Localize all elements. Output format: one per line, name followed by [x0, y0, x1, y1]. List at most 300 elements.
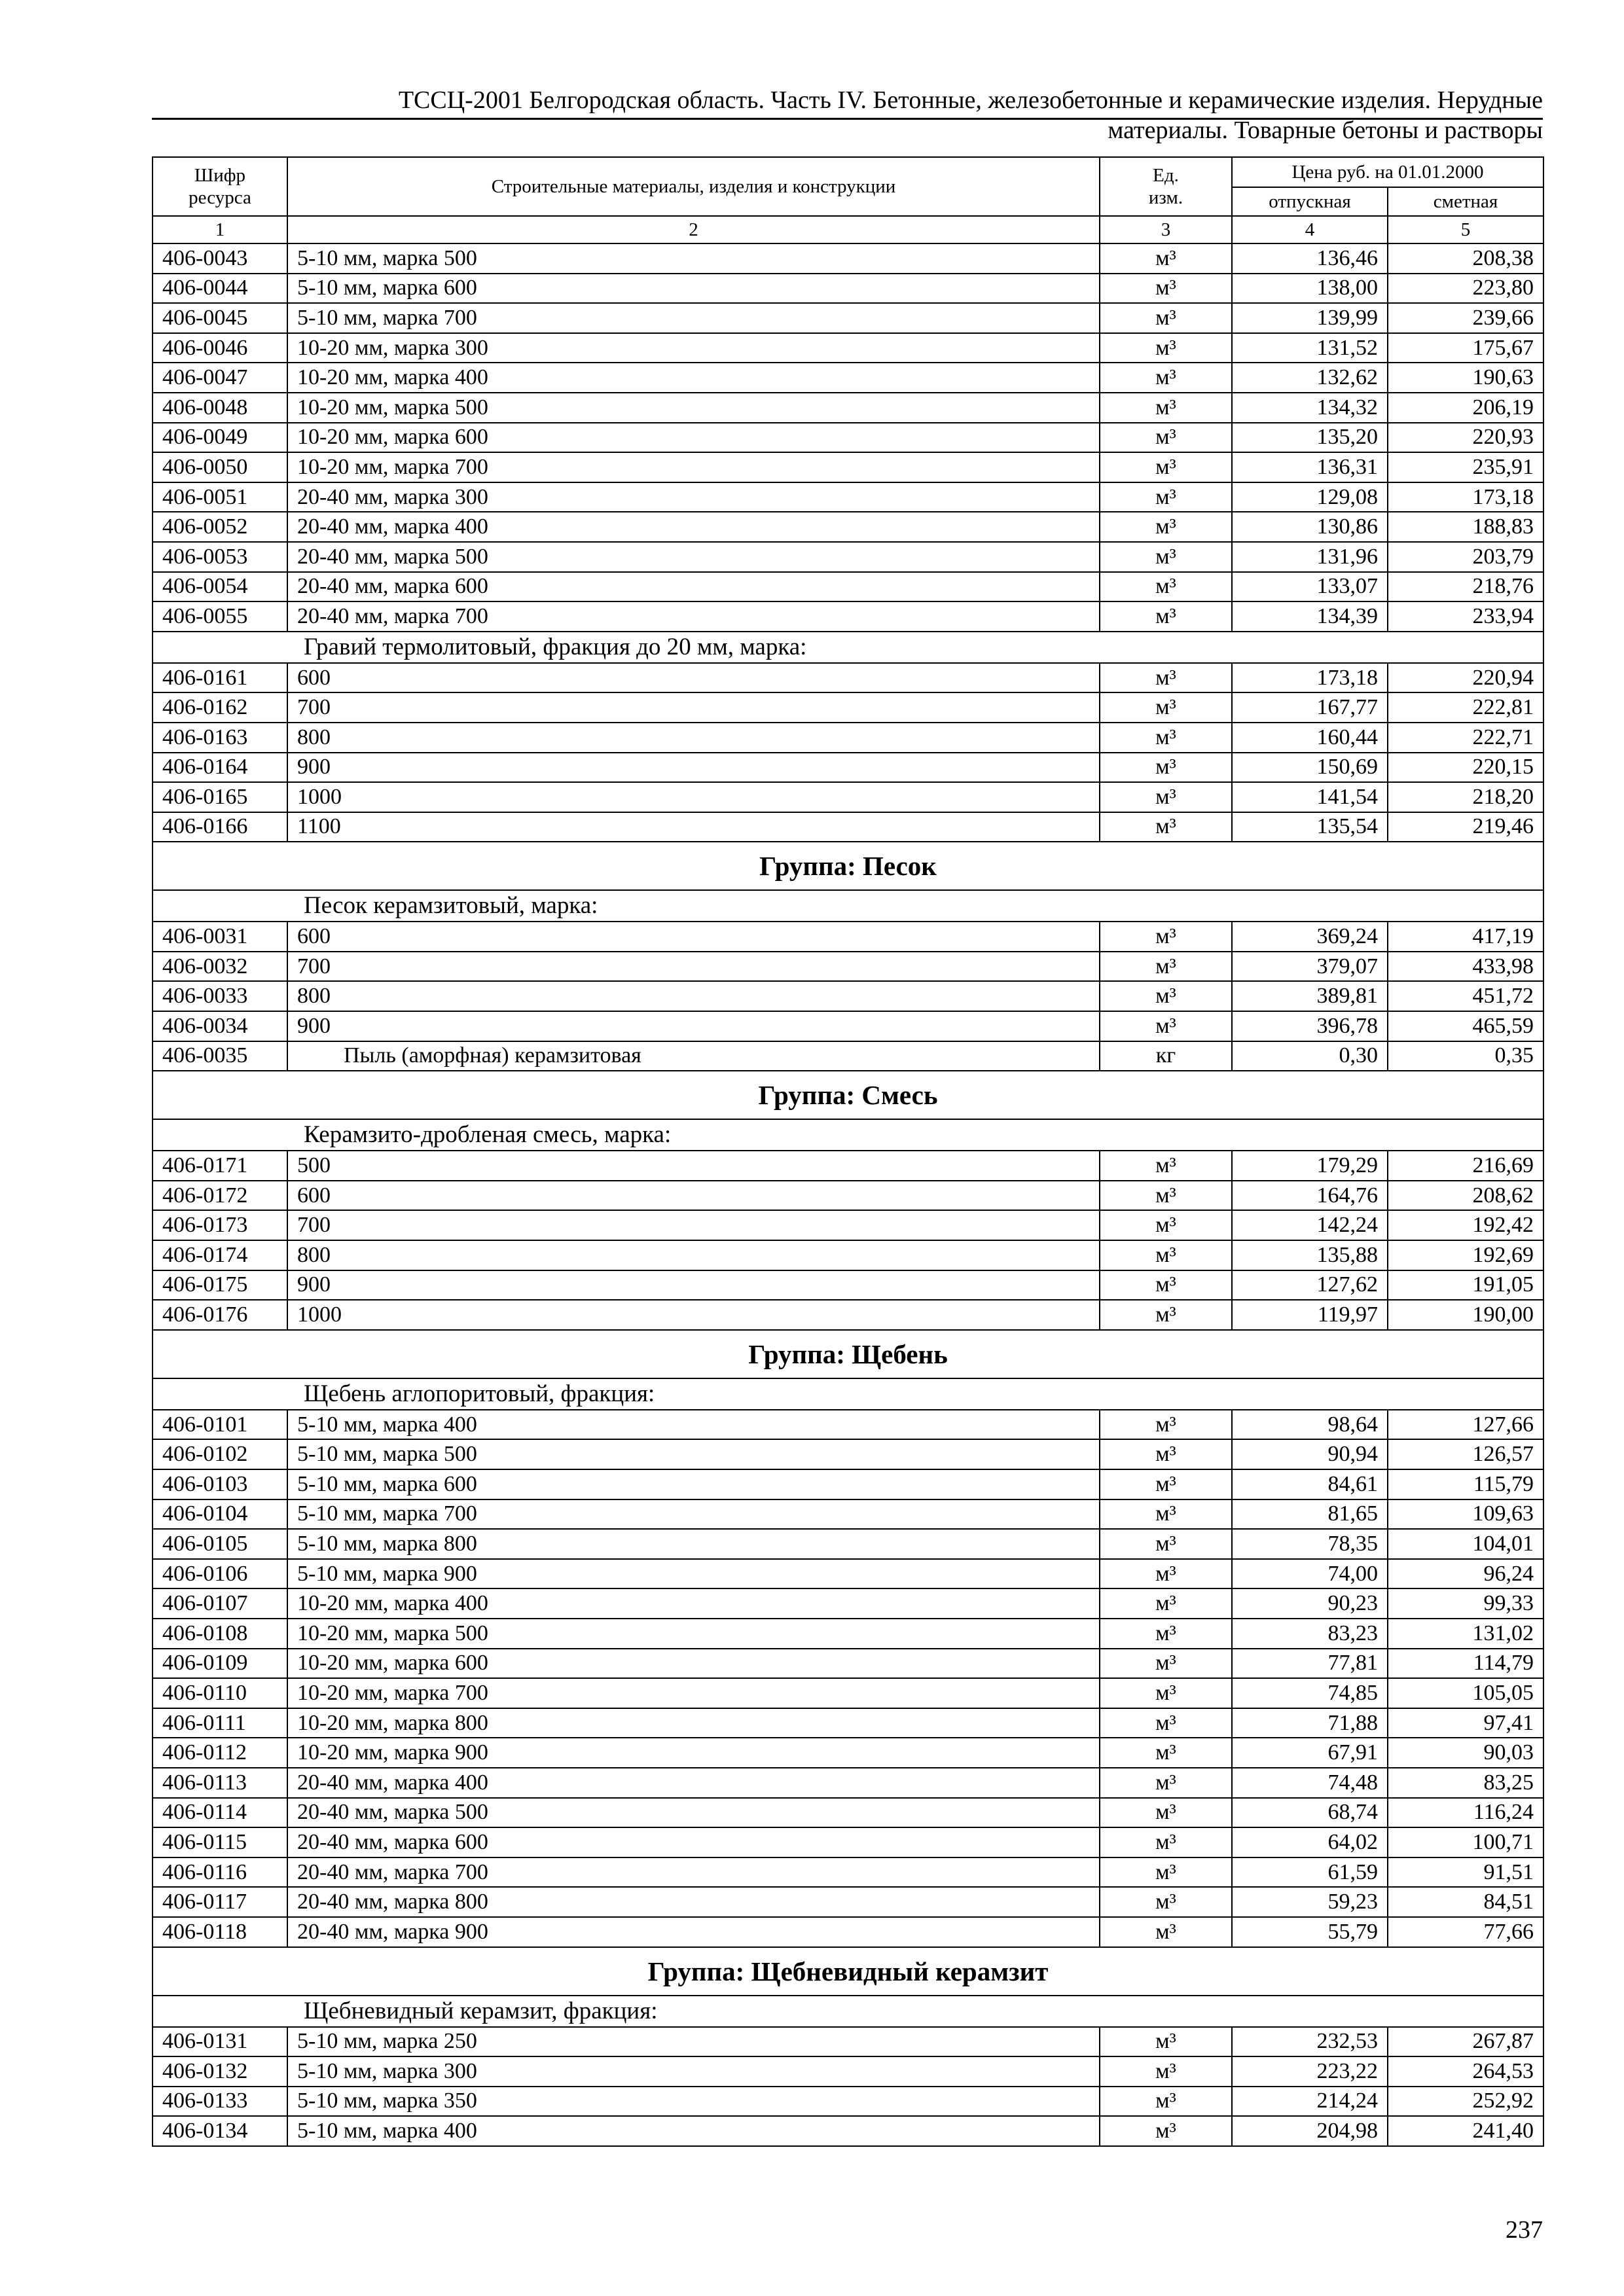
unit-cell: м³ [1100, 2087, 1232, 2117]
estimate-price-cell: 131,02 [1388, 1619, 1543, 1649]
unit-cell: м³ [1100, 1678, 1232, 1708]
material-name-cell: 800 [287, 723, 1100, 753]
resource-code-cell: 406-0108 [153, 1619, 287, 1649]
resource-code-cell: 406-0055 [153, 601, 287, 632]
table-row [153, 1469, 1543, 1499]
table-row [153, 1300, 1543, 1330]
estimate-price-cell: 0,35 [1388, 1041, 1543, 1071]
estimate-price-cell: 222,71 [1388, 723, 1543, 753]
estimate-price-cell: 77,66 [1388, 1917, 1543, 1947]
table-row [153, 1041, 1543, 1071]
material-name-cell: 900 [287, 1270, 1100, 1300]
subheading-row [153, 1119, 1543, 1151]
unit-cell: м³ [1100, 1270, 1232, 1300]
table-row [153, 2056, 1543, 2087]
material-name-cell: 20-40 мм, марка 900 [287, 1917, 1100, 1947]
material-name-cell: 5-10 мм, марка 400 [287, 2116, 1100, 2146]
estimate-price-cell: 104,01 [1388, 1529, 1543, 1559]
header-rule [152, 118, 1543, 120]
table-row [153, 393, 1543, 423]
unit-cell: м³ [1100, 1469, 1232, 1499]
col-number: 2 [287, 216, 1100, 243]
release-price-cell: 68,74 [1232, 1798, 1388, 1828]
estimate-price-cell: 417,19 [1388, 922, 1543, 952]
resource-code-cell: 406-0162 [153, 692, 287, 723]
subheading-text: Щебневидный керамзит, фракция: [153, 1996, 1543, 2027]
material-name-cell: 5-10 мм, марка 500 [287, 1439, 1100, 1469]
release-price-cell: 129,08 [1232, 482, 1388, 512]
unit-cell: м³ [1100, 303, 1232, 333]
col-unit-header: Ед. изм. [1100, 157, 1232, 216]
release-price-cell: 139,99 [1232, 303, 1388, 333]
price-table-body [153, 243, 1543, 2146]
unit-cell: м³ [1100, 1768, 1232, 1798]
release-price-cell: 164,76 [1232, 1181, 1388, 1211]
resource-code-cell: 406-0043 [153, 243, 287, 274]
resource-code-cell: 406-0053 [153, 542, 287, 572]
estimate-price-cell: 218,76 [1388, 572, 1543, 602]
material-name-cell: 20-40 мм, марка 400 [287, 512, 1100, 542]
table-row [153, 512, 1543, 542]
subheading-row [153, 632, 1543, 663]
price-table-header [153, 157, 1543, 243]
estimate-price-cell: 216,69 [1388, 1151, 1543, 1181]
material-name-cell: 5-10 мм, марка 800 [287, 1529, 1100, 1559]
material-name-cell: 20-40 мм, марка 400 [287, 1768, 1100, 1798]
table-row [153, 1827, 1543, 1857]
unit-cell: м³ [1100, 723, 1232, 753]
resource-code-cell: 406-0111 [153, 1708, 287, 1738]
material-name-cell: 10-20 мм, марка 300 [287, 333, 1100, 363]
estimate-price-cell: 235,91 [1388, 452, 1543, 482]
resource-code-cell: 406-0104 [153, 1499, 287, 1530]
col-estimate-header: сметная [1388, 187, 1543, 216]
unit-cell: м³ [1100, 482, 1232, 512]
estimate-price-cell: 222,81 [1388, 692, 1543, 723]
material-name-cell: 700 [287, 692, 1100, 723]
resource-code-cell: 406-0033 [153, 981, 287, 1011]
estimate-price-cell: 114,79 [1388, 1649, 1543, 1679]
material-name-cell: 5-10 мм, марка 250 [287, 2027, 1100, 2057]
release-price-cell: 90,23 [1232, 1588, 1388, 1619]
unit-cell: м³ [1100, 1011, 1232, 1041]
release-price-cell: 135,88 [1232, 1240, 1388, 1270]
estimate-price-cell: 208,38 [1388, 243, 1543, 274]
resource-code-cell: 406-0116 [153, 1857, 287, 1888]
unit-cell: м³ [1100, 1151, 1232, 1181]
estimate-price-cell: 96,24 [1388, 1559, 1543, 1589]
resource-code-cell: 406-0035 [153, 1041, 287, 1071]
unit-cell: м³ [1100, 1708, 1232, 1738]
unit-cell: м³ [1100, 542, 1232, 572]
estimate-price-cell: 109,63 [1388, 1499, 1543, 1530]
material-name-cell: 1000 [287, 782, 1100, 812]
table-row [153, 1410, 1543, 1440]
col-name-header: Строительные материалы, изделия и конструкции [287, 157, 1100, 216]
resource-code-cell: 406-0166 [153, 812, 287, 842]
release-price-cell: 131,96 [1232, 542, 1388, 572]
estimate-price-cell: 191,05 [1388, 1270, 1543, 1300]
resource-code-cell: 406-0052 [153, 512, 287, 542]
estimate-price-cell: 84,51 [1388, 1887, 1543, 1917]
material-name-cell: 20-40 мм, марка 800 [287, 1887, 1100, 1917]
material-name-cell: 20-40 мм, марка 300 [287, 482, 1100, 512]
material-name-cell: 5-10 мм, марка 600 [287, 274, 1100, 304]
resource-code-cell: 406-0172 [153, 1181, 287, 1211]
table-row [153, 1499, 1543, 1530]
table-row [153, 2027, 1543, 2057]
group-title: Группа: Песок [153, 842, 1543, 890]
resource-code-cell: 406-0133 [153, 2087, 287, 2117]
col-number: 4 [1232, 216, 1388, 243]
group-title: Группа: Щебневидный керамзит [153, 1947, 1543, 1996]
estimate-price-cell: 83,25 [1388, 1768, 1543, 1798]
material-name-cell: 20-40 мм, марка 700 [287, 601, 1100, 632]
resource-code-cell: 406-0175 [153, 1270, 287, 1300]
release-price-cell: 71,88 [1232, 1708, 1388, 1738]
group-title: Группа: Щебень [153, 1330, 1543, 1378]
material-name-cell: 5-10 мм, марка 300 [287, 2056, 1100, 2087]
col-release-header: отпускная [1232, 187, 1388, 216]
estimate-price-cell: 218,20 [1388, 782, 1543, 812]
unit-cell: м³ [1100, 1410, 1232, 1440]
estimate-price-cell: 239,66 [1388, 303, 1543, 333]
table-row [153, 423, 1543, 453]
material-name-cell: 5-10 мм, марка 600 [287, 1469, 1100, 1499]
table-row [153, 692, 1543, 723]
table-row [153, 753, 1543, 783]
release-price-cell: 90,94 [1232, 1439, 1388, 1469]
resource-code-cell: 406-0049 [153, 423, 287, 453]
estimate-price-cell: 192,69 [1388, 1240, 1543, 1270]
unit-cell: м³ [1100, 1917, 1232, 1947]
estimate-price-cell: 203,79 [1388, 542, 1543, 572]
resource-code-cell: 406-0032 [153, 952, 287, 982]
material-name-cell: 500 [287, 1151, 1100, 1181]
release-price-cell: 396,78 [1232, 1011, 1388, 1041]
release-price-cell: 204,98 [1232, 2116, 1388, 2146]
material-name-cell: 1000 [287, 1300, 1100, 1330]
unit-cell: м³ [1100, 2056, 1232, 2087]
unit-cell: м³ [1100, 1499, 1232, 1530]
resource-code-cell: 406-0115 [153, 1827, 287, 1857]
unit-cell: м³ [1100, 1300, 1232, 1330]
table-row [153, 1649, 1543, 1679]
table-row [153, 1240, 1543, 1270]
subheading-text: Гравий термолитовый, фракция до 20 мм, марка: [153, 632, 1543, 663]
resource-code-cell: 406-0047 [153, 363, 287, 393]
unit-cell: м³ [1100, 1240, 1232, 1270]
table-row [153, 1559, 1543, 1589]
table-row [153, 1151, 1543, 1181]
estimate-price-cell: 115,79 [1388, 1469, 1543, 1499]
material-name-cell: 10-20 мм, марка 500 [287, 393, 1100, 423]
table-row [153, 1619, 1543, 1649]
unit-cell: м³ [1100, 663, 1232, 693]
release-price-cell: 369,24 [1232, 922, 1388, 952]
unit-cell: м³ [1100, 2027, 1232, 2057]
material-name-cell: Пыль (аморфная) керамзитовая [287, 1041, 1100, 1071]
unit-cell: м³ [1100, 243, 1232, 274]
resource-code-cell: 406-0131 [153, 2027, 287, 2057]
estimate-price-cell: 264,53 [1388, 2056, 1543, 2087]
release-price-cell: 173,18 [1232, 663, 1388, 693]
material-name-cell: 10-20 мм, марка 500 [287, 1619, 1100, 1649]
resource-code-cell: 406-0048 [153, 393, 287, 423]
release-price-cell: 138,00 [1232, 274, 1388, 304]
release-price-cell: 74,48 [1232, 1768, 1388, 1798]
price-table [152, 156, 1544, 2147]
material-name-cell: 700 [287, 1210, 1100, 1240]
release-price-cell: 132,62 [1232, 363, 1388, 393]
table-row [153, 1738, 1543, 1768]
subheading-text: Керамзито-дробленая смесь, марка: [153, 1119, 1543, 1151]
table-row [153, 482, 1543, 512]
resource-code-cell: 406-0173 [153, 1210, 287, 1240]
running-header [152, 85, 1543, 145]
estimate-price-cell: 90,03 [1388, 1738, 1543, 1768]
estimate-price-cell: 252,92 [1388, 2087, 1543, 2117]
resource-code-cell: 406-0110 [153, 1678, 287, 1708]
estimate-price-cell: 241,40 [1388, 2116, 1543, 2146]
material-name-cell: 5-10 мм, марка 400 [287, 1410, 1100, 1440]
group-row [153, 842, 1543, 890]
table-row [153, 782, 1543, 812]
resource-code-cell: 406-0046 [153, 333, 287, 363]
unit-cell: м³ [1100, 1857, 1232, 1888]
resource-code-cell: 406-0106 [153, 1559, 287, 1589]
release-price-cell: 64,02 [1232, 1827, 1388, 1857]
group-row [153, 1071, 1543, 1119]
estimate-price-cell: 192,42 [1388, 1210, 1543, 1240]
unit-cell: м³ [1100, 1210, 1232, 1240]
estimate-price-cell: 206,19 [1388, 393, 1543, 423]
release-price-cell: 55,79 [1232, 1917, 1388, 1947]
unit-cell: м³ [1100, 1529, 1232, 1559]
table-row [153, 1181, 1543, 1211]
release-price-cell: 136,46 [1232, 243, 1388, 274]
material-name-cell: 10-20 мм, марка 600 [287, 423, 1100, 453]
resource-code-cell: 406-0176 [153, 1300, 287, 1330]
group-row [153, 1330, 1543, 1378]
unit-cell: м³ [1100, 1887, 1232, 1917]
release-price-cell: 0,30 [1232, 1041, 1388, 1071]
col-number: 5 [1388, 216, 1543, 243]
page-number: 237 [1506, 2216, 1543, 2244]
estimate-price-cell: 100,71 [1388, 1827, 1543, 1857]
release-price-cell: 133,07 [1232, 572, 1388, 602]
table-row [153, 542, 1543, 572]
estimate-price-cell: 116,24 [1388, 1798, 1543, 1828]
estimate-price-cell: 233,94 [1388, 601, 1543, 632]
table-row [153, 952, 1543, 982]
unit-cell: м³ [1100, 1798, 1232, 1828]
release-price-cell: 167,77 [1232, 692, 1388, 723]
unit-cell: м³ [1100, 363, 1232, 393]
unit-cell: м³ [1100, 782, 1232, 812]
material-name-cell: 900 [287, 753, 1100, 783]
material-name-cell: 10-20 мм, марка 700 [287, 1678, 1100, 1708]
resource-code-cell: 406-0118 [153, 1917, 287, 1947]
estimate-price-cell: 223,80 [1388, 274, 1543, 304]
unit-cell: м³ [1100, 2116, 1232, 2146]
estimate-price-cell: 208,62 [1388, 1181, 1543, 1211]
estimate-price-cell: 190,00 [1388, 1300, 1543, 1330]
estimate-price-cell: 219,46 [1388, 812, 1543, 842]
material-name-cell: 5-10 мм, марка 700 [287, 303, 1100, 333]
material-name-cell: 600 [287, 922, 1100, 952]
subheading-row [153, 1378, 1543, 1410]
release-price-cell: 78,35 [1232, 1529, 1388, 1559]
estimate-price-cell: 188,83 [1388, 512, 1543, 542]
unit-cell: м³ [1100, 692, 1232, 723]
material-name-cell: 20-40 мм, марка 700 [287, 1857, 1100, 1888]
material-name-cell: 800 [287, 1240, 1100, 1270]
material-name-cell: 600 [287, 1181, 1100, 1211]
release-price-cell: 214,24 [1232, 2087, 1388, 2117]
release-price-cell: 379,07 [1232, 952, 1388, 982]
estimate-price-cell: 97,41 [1388, 1708, 1543, 1738]
resource-code-cell: 406-0165 [153, 782, 287, 812]
material-name-cell: 20-40 мм, марка 600 [287, 1827, 1100, 1857]
material-name-cell: 10-20 мм, марка 700 [287, 452, 1100, 482]
resource-code-cell: 406-0114 [153, 1798, 287, 1828]
table-row [153, 663, 1543, 693]
release-price-cell: 59,23 [1232, 1887, 1388, 1917]
release-price-cell: 142,24 [1232, 1210, 1388, 1240]
release-price-cell: 135,20 [1232, 423, 1388, 453]
unit-cell: м³ [1100, 1181, 1232, 1211]
table-row [153, 243, 1543, 274]
release-price-cell: 77,81 [1232, 1649, 1388, 1679]
running-header-line1: ТССЦ-2001 Белгородская область. Часть IV. Бетонные, железобетонные и керамические изделия. Нерудные [398, 86, 1543, 114]
estimate-price-cell: 175,67 [1388, 333, 1543, 363]
material-name-cell: 10-20 мм, марка 800 [287, 1708, 1100, 1738]
subheading-text: Щебень аглопоритовый, фракция: [153, 1378, 1543, 1410]
release-price-cell: 98,64 [1232, 1410, 1388, 1440]
table-row [153, 1768, 1543, 1798]
material-name-cell: 10-20 мм, марка 900 [287, 1738, 1100, 1768]
unit-cell: м³ [1100, 274, 1232, 304]
unit-cell: м³ [1100, 922, 1232, 952]
table-row [153, 1529, 1543, 1559]
table-row [153, 303, 1543, 333]
unit-cell: м³ [1100, 452, 1232, 482]
resource-code-cell: 406-0051 [153, 482, 287, 512]
release-price-cell: 127,62 [1232, 1270, 1388, 1300]
resource-code-cell: 406-0113 [153, 1768, 287, 1798]
unit-cell: м³ [1100, 1738, 1232, 1768]
col-price-header: Цена руб. на 01.01.2000 [1232, 157, 1543, 187]
table-row [153, 1708, 1543, 1738]
material-name-cell: 10-20 мм, марка 400 [287, 1588, 1100, 1619]
estimate-price-cell: 220,15 [1388, 753, 1543, 783]
table-row [153, 452, 1543, 482]
estimate-price-cell: 267,87 [1388, 2027, 1543, 2057]
running-header-line2: материалы. Товарные бетоны и растворы [1108, 117, 1543, 144]
resource-code-cell: 406-0163 [153, 723, 287, 753]
material-name-cell: 20-40 мм, марка 500 [287, 1798, 1100, 1828]
unit-cell: м³ [1100, 952, 1232, 982]
release-price-cell: 119,97 [1232, 1300, 1388, 1330]
resource-code-cell: 406-0134 [153, 2116, 287, 2146]
unit-cell: м³ [1100, 572, 1232, 602]
estimate-price-cell: 465,59 [1388, 1011, 1543, 1041]
material-name-cell: 5-10 мм, марка 700 [287, 1499, 1100, 1530]
subheading-row [153, 1996, 1543, 2027]
table-row [153, 723, 1543, 753]
unit-cell: м³ [1100, 812, 1232, 842]
unit-cell: м³ [1100, 601, 1232, 632]
release-price-cell: 232,53 [1232, 2027, 1388, 2057]
estimate-price-cell: 433,98 [1388, 952, 1543, 982]
estimate-price-cell: 173,18 [1388, 482, 1543, 512]
material-name-cell: 800 [287, 981, 1100, 1011]
resource-code-cell: 406-0171 [153, 1151, 287, 1181]
unit-cell: м³ [1100, 333, 1232, 363]
material-name-cell: 700 [287, 952, 1100, 982]
estimate-price-cell: 99,33 [1388, 1588, 1543, 1619]
unit-cell: м³ [1100, 1559, 1232, 1589]
resource-code-cell: 406-0174 [153, 1240, 287, 1270]
resource-code-cell: 406-0054 [153, 572, 287, 602]
group-row [153, 1947, 1543, 1996]
unit-cell: м³ [1100, 1649, 1232, 1679]
table-row [153, 1678, 1543, 1708]
resource-code-cell: 406-0050 [153, 452, 287, 482]
estimate-price-cell: 127,66 [1388, 1410, 1543, 1440]
table-row [153, 1588, 1543, 1619]
release-price-cell: 150,69 [1232, 753, 1388, 783]
col-number: 1 [153, 216, 287, 243]
release-price-cell: 141,54 [1232, 782, 1388, 812]
release-price-cell: 179,29 [1232, 1151, 1388, 1181]
table-row [153, 1011, 1543, 1041]
resource-code-cell: 406-0109 [153, 1649, 287, 1679]
release-price-cell: 74,85 [1232, 1678, 1388, 1708]
unit-cell: м³ [1100, 1827, 1232, 1857]
unit-cell: м³ [1100, 512, 1232, 542]
resource-code-cell: 406-0107 [153, 1588, 287, 1619]
estimate-price-cell: 220,93 [1388, 423, 1543, 453]
group-title: Группа: Смесь [153, 1071, 1543, 1119]
material-name-cell: 20-40 мм, марка 600 [287, 572, 1100, 602]
table-row [153, 1270, 1543, 1300]
release-price-cell: 84,61 [1232, 1469, 1388, 1499]
subheading-row [153, 890, 1543, 922]
resource-code-cell: 406-0044 [153, 274, 287, 304]
material-name-cell: 10-20 мм, марка 600 [287, 1649, 1100, 1679]
table-row [153, 601, 1543, 632]
unit-cell: м³ [1100, 423, 1232, 453]
unit-cell: м³ [1100, 1588, 1232, 1619]
estimate-price-cell: 220,94 [1388, 663, 1543, 693]
release-price-cell: 135,54 [1232, 812, 1388, 842]
estimate-price-cell: 105,05 [1388, 1678, 1543, 1708]
material-name-cell: 20-40 мм, марка 500 [287, 542, 1100, 572]
estimate-price-cell: 126,57 [1388, 1439, 1543, 1469]
unit-cell: м³ [1100, 981, 1232, 1011]
table-row [153, 2087, 1543, 2117]
release-price-cell: 160,44 [1232, 723, 1388, 753]
unit-cell: м³ [1100, 393, 1232, 423]
release-price-cell: 130,86 [1232, 512, 1388, 542]
col-number: 3 [1100, 216, 1232, 243]
table-row [153, 1887, 1543, 1917]
table-row [153, 1439, 1543, 1469]
unit-cell: кг [1100, 1041, 1232, 1071]
table-row [153, 812, 1543, 842]
